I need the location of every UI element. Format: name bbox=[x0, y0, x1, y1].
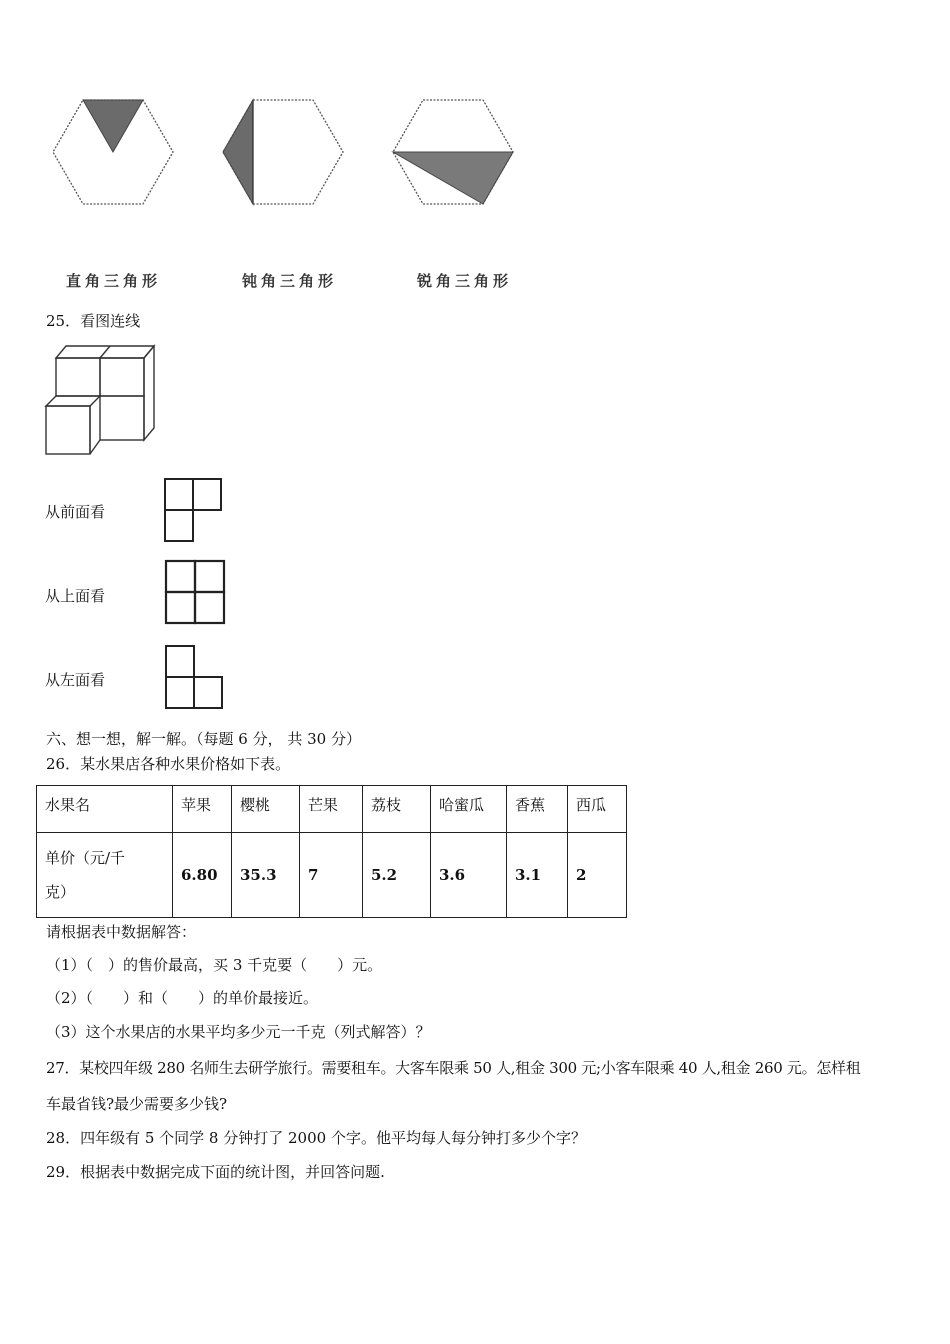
price-label-cell bbox=[37, 833, 173, 918]
fruit-name-cell: 荔枝 bbox=[363, 786, 431, 833]
fruit-name-cell: 苹果 bbox=[173, 786, 232, 833]
fruit-name-cell: 芒果 bbox=[300, 786, 363, 833]
view-shape-top bbox=[163, 558, 229, 628]
table-price-row bbox=[37, 833, 627, 918]
price-label-line1: 单价（元/千 bbox=[45, 849, 126, 867]
cube-stack-figure bbox=[44, 340, 159, 462]
hexagon-acute-triangle bbox=[393, 100, 513, 204]
view-shape-left bbox=[163, 643, 225, 713]
fruit-name-cell: 樱桃 bbox=[232, 786, 300, 833]
fruit-price-table bbox=[36, 785, 627, 918]
q27-line2: 车最省钱?最少需要多少钱? bbox=[46, 1095, 228, 1113]
hexagon-figures bbox=[40, 90, 530, 215]
q26-title: 26．某水果店各种水果价格如下表。 bbox=[46, 755, 291, 773]
price-cell: 2 bbox=[568, 833, 627, 918]
price-label-line2: 克） bbox=[45, 883, 76, 901]
view-label-left: 从左面看 bbox=[45, 671, 106, 689]
price-cell: 35.3 bbox=[232, 833, 300, 918]
price-cell: 5.2 bbox=[363, 833, 431, 918]
view-shape-front bbox=[163, 476, 225, 544]
table-header-label: 水果名 bbox=[37, 786, 173, 833]
q26-instruction: 请根据表中数据解答： bbox=[46, 923, 197, 941]
caption-obtuse-triangle: 钝角三角形 bbox=[242, 272, 338, 290]
q25-title: 25．看图连线 bbox=[46, 312, 141, 330]
price-cell: 3.6 bbox=[431, 833, 507, 918]
fruit-name-cell: 西瓜 bbox=[568, 786, 627, 833]
caption-right-triangle: 直角三角形 bbox=[66, 272, 162, 290]
q26-sub3: （3）这个水果店的水果平均多少元一千克（列式解答）？ bbox=[46, 1023, 431, 1041]
q29-text: 29．根据表中数据完成下面的统计图，并回答问题. bbox=[46, 1163, 385, 1181]
q28-text: 28．四年级有 5 个同学 8 分钟打了 2000 个字。他平均每人每分钟打多少个字？ bbox=[46, 1129, 586, 1147]
price-cell: 3.1 bbox=[507, 833, 568, 918]
q26-sub1: （1）（ ）的售价最高，买 3 千克要（ ）元。 bbox=[46, 956, 383, 974]
caption-acute-triangle: 锐角三角形 bbox=[417, 272, 513, 290]
price-cell: 6.80 bbox=[173, 833, 232, 918]
price-cell: 7 bbox=[300, 833, 363, 918]
q26-sub2: （2）（ ）和（ ）的单价最接近。 bbox=[46, 989, 319, 1007]
view-label-top: 从上面看 bbox=[45, 587, 106, 605]
fruit-name-cell: 哈蜜瓜 bbox=[431, 786, 507, 833]
fruit-name-cell: 香蕉 bbox=[507, 786, 568, 833]
q27-line1: 27．某校四年级 280 名师生去研学旅行。需要租车。大客车限乘 50 人,租金 300 元;小客车限乘 40 人,租金 260 元。怎样租 bbox=[46, 1059, 861, 1077]
hexagon-right-triangle bbox=[53, 100, 173, 204]
section6-heading: 六、想一想，解一解。（每题 6 分， 共 30 分） bbox=[46, 730, 361, 748]
view-label-front: 从前面看 bbox=[45, 503, 106, 521]
hexagon-obtuse-triangle bbox=[223, 100, 343, 204]
table-header-row bbox=[37, 786, 627, 833]
